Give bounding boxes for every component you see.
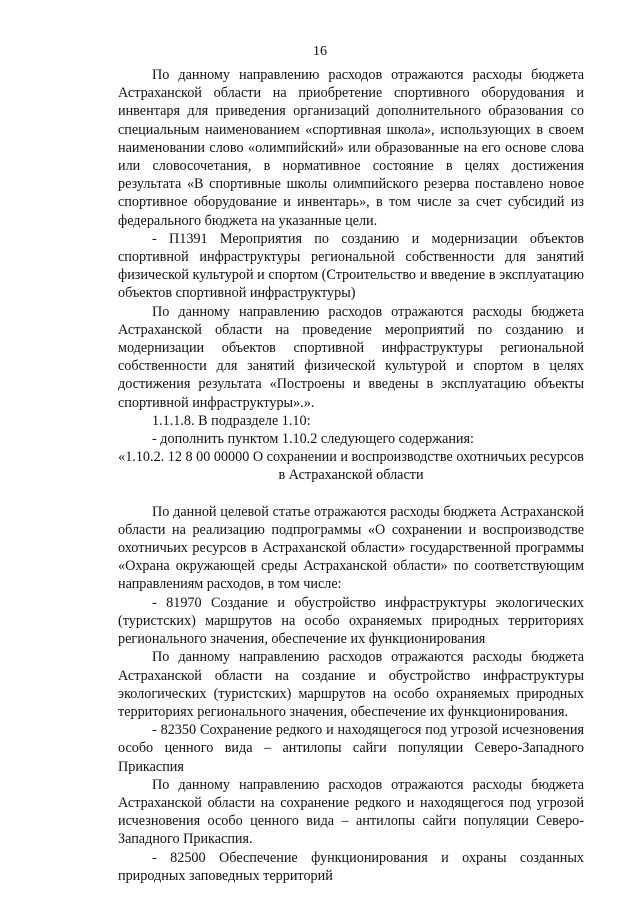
page-number: 16 bbox=[313, 44, 327, 59]
subsection-1-1-1-8: 1.1.1.8. В подразделе 1.10: bbox=[152, 412, 311, 429]
paragraph-81970-description: По данному направлению расходов отражаются расходы бюджета Астраханской области на создание и обустройство инфраструктуры экологических (туристских) маршрутов на особо охраняемых природных территориях регионального значения, обеспечение их функционирования. bbox=[118, 649, 584, 720]
document-body bbox=[118, 66, 584, 885]
item-82500: - 82500 Обеспечение функционирования и охраны созданных природных заповедных территорий bbox=[118, 849, 584, 884]
spacer bbox=[118, 485, 584, 503]
item-82350: - 82350 Сохранение редкого и находящегося под угрозой исчезновения особо ценного вида – антилопы сайги популяции Северо-Западного Прикаспия bbox=[118, 722, 584, 775]
paragraph-sport-equipment: По данному направлению расходов отражаются расходы бюджета Астраханской области на приобретение спортивного оборудования и инвентаря для приведения организаций дополнительного образования со специальным наименованием «спортивная школа», использующих в своем наименовании слово «олимпийский» или образованные на его основе слова или словосочетания, в нормативное состояние в целях достижения результата «В спортивные школы олимпийского резерва поставлено новое спортивное оборудование и инвентарь», в том числе за счет субсидий из федерального бюджета на указанные цели. bbox=[118, 67, 584, 229]
paragraph-82350-description: По данному направлению расходов отражаются расходы бюджета Астраханской области на сохранение редкого и находящегося под угрозой исчезновения особо ценного вида – антилопы сайги популяции Северо-Западного Прикаспия. bbox=[118, 776, 584, 848]
item-p1391: - П1391 Мероприятия по созданию и модернизации объектов спортивной инфраструктуры региональной собственности для занятий физической культурой и спортом (Строительство и введение в эксплуатацию объектов спортивной инфраструктуры) bbox=[118, 230, 584, 302]
paragraph-p1391-description: По данному направлению расходов отражаются расходы бюджета Астраханской области на проведение мероприятий по созданию и модернизации объектов спортивной инфраструктуры региональной собственности для занятий физической культурой и спортом в целях достижения результата «Построены и введены в эксплуатацию объекты спортивной инфраструктуры».». bbox=[118, 303, 584, 411]
item-81970: - 81970 Создание и обустройство инфраструктуры экологических (туристских) маршрутов на особо охраняемых природных территориях регионального значения, обеспечение их функционирования bbox=[118, 594, 584, 648]
paragraph-target-article: По данной целевой статье отражаются расходы бюджета Астраханской области на реализацию подпрограммы «О сохранении и воспроизводстве охотничьих ресурсов в Астраханской области» государственной программы «Охрана окружающей среды Астраханской области» по соответствующим направлениям расходов, в том числе: bbox=[118, 503, 584, 593]
section-heading-1-10-2: «1.10.2. 12 8 00 00000 О сохранении и воспроизводстве охотничьих ресурсов в Астраханской области bbox=[118, 449, 584, 484]
add-point-1-10-2: - дополнить пунктом 1.10.2 следующего содержания: bbox=[152, 431, 474, 448]
